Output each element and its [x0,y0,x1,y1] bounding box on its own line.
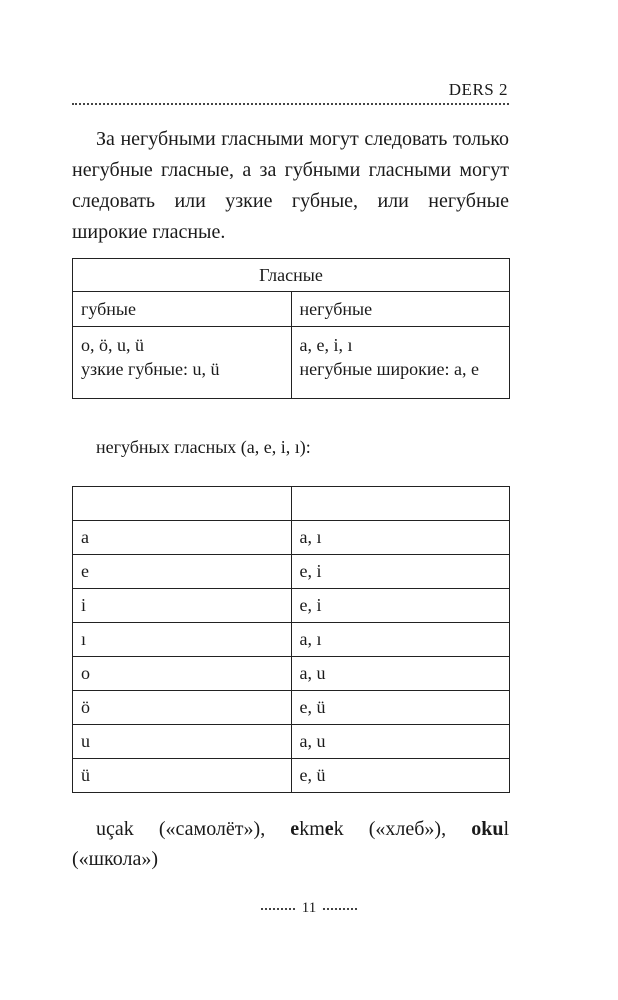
footer-dots-right [323,908,357,910]
vowels-col-rounded-header: губные [73,292,292,327]
vowels-unrounded-cell [291,327,510,399]
harmony-vowel-cell: i [73,589,292,623]
harmony-following-cell: e, ü [291,759,510,793]
example-gloss: («хлеб»), [343,818,472,840]
harmony-following-cell: e, i [291,589,510,623]
harmony-header-cell [73,487,292,521]
lesson-header: DERS 2 [448,80,508,99]
harmony-vowel-cell: ü [73,759,292,793]
table-row [73,759,510,793]
wide-unrounded-vowels: негубные широкие: a, e [299,359,479,379]
intro-paragraph: За негубными гласными могут следовать только негубные гласные, а за губными гласными могут следовать или узкие губные, или негубные широкие гласные. [72,128,509,243]
table-row [73,589,510,623]
vowels-table [72,258,510,399]
page-footer [0,900,618,917]
rounded-vowels-list: o, ö, u, ü [81,335,144,355]
example-word-ekmek: ekmek [290,818,344,840]
harmony-vowel-cell: u [73,725,292,759]
harmony-following-cell: e, i [291,555,510,589]
page-number: 11 [301,900,317,916]
example-gloss: («школа») [72,848,159,870]
example-word-okul: okul [471,818,510,840]
example-word-ucak: uçak [96,818,134,840]
table-row [73,725,510,759]
harmony-vowel-cell: ı [73,623,292,657]
harmony-vowel-cell: ö [73,691,292,725]
table-row [73,521,510,555]
mid-paragraph: негубных гласных (a, e, i, ı): [96,437,311,457]
table-row [73,657,510,691]
harmony-following-cell: a, u [291,725,510,759]
harmony-table [72,486,510,793]
harmony-vowel-cell: e [73,555,292,589]
table-row [73,623,510,657]
vowels-rounded-cell [73,327,292,399]
unrounded-vowels-list: a, e, i, ı [299,335,353,355]
harmony-vowel-cell: o [73,657,292,691]
example-gloss: («самолёт»), [133,818,291,840]
harmony-following-cell: a, ı [291,623,510,657]
harmony-vowel-cell: a [73,521,292,555]
harmony-header-row [73,487,510,521]
narrow-rounded-vowels: узкие губные: u, ü [81,359,220,379]
harmony-header-cell [291,487,510,521]
vowels-col-unrounded-header: негубные [291,292,510,327]
harmony-following-cell: a, u [291,657,510,691]
vowels-table-title: Гласные [73,259,510,292]
harmony-following-cell: a, ı [291,521,510,555]
examples-paragraph [72,814,509,874]
table-row [73,555,510,589]
footer-dots-left [261,908,295,910]
table-row [73,691,510,725]
header-dotted-rule [72,103,509,105]
harmony-following-cell: e, ü [291,691,510,725]
